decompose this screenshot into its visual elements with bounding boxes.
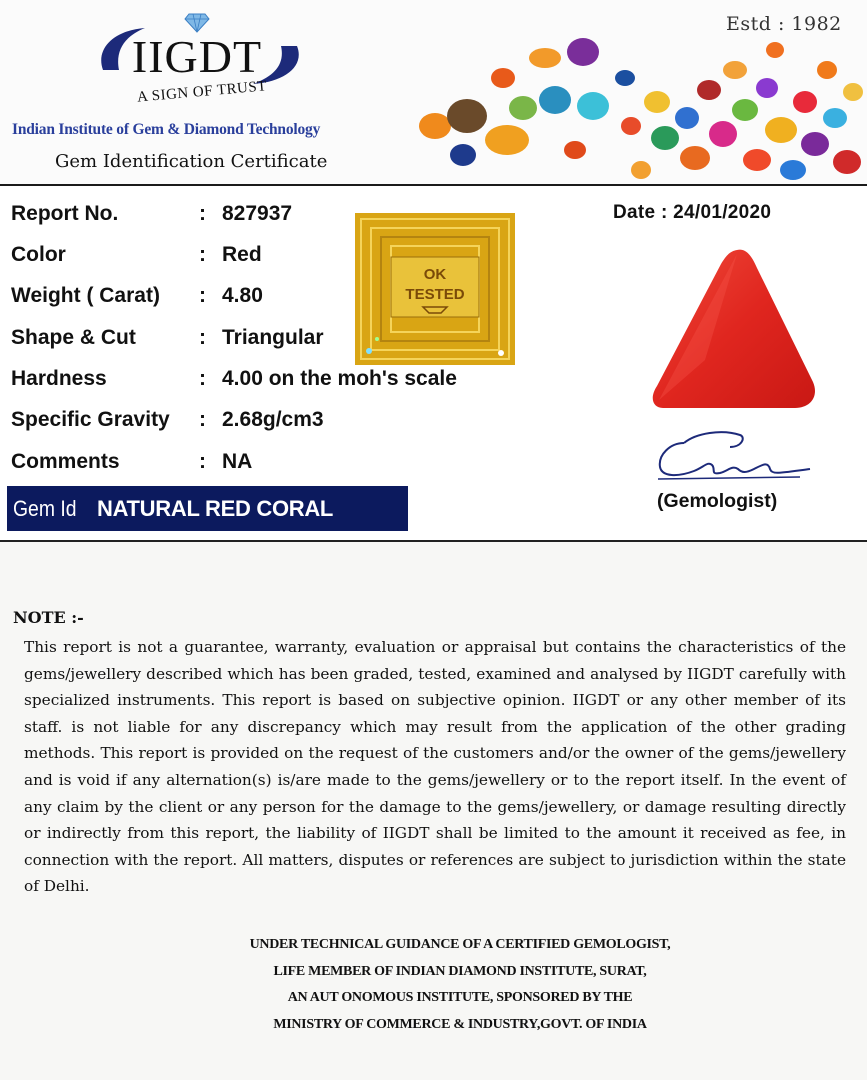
gem-id-bar [7, 486, 408, 531]
gemologist-label: (Gemologist) [657, 490, 778, 512]
field-value: NA [222, 450, 253, 473]
field-value: Red [222, 243, 262, 266]
guidance-line: MINISTRY OF COMMERCE & INDUSTRY,GOVT. OF INDIA [273, 1016, 647, 1032]
certificate-title: Gem Identification Certificate [55, 151, 328, 172]
field-colon: : [199, 326, 206, 349]
field-value: 4.00 on the moh's scale [222, 367, 457, 390]
field-value: 4.80 [222, 284, 263, 307]
tagline: A SIGN OF TRUST [136, 78, 268, 106]
field-colon: : [199, 408, 206, 431]
field-colon: : [199, 367, 206, 390]
guidance-line: AN AUT ONOMOUS INSTITUTE, SPONSORED BY THE [287, 990, 633, 1005]
seal-line2: TESTED [405, 286, 465, 303]
gemologist-signature [650, 425, 815, 485]
field-value: 827937 [222, 202, 293, 225]
field-colon: : [199, 202, 206, 225]
note-body: This report is not a guarantee, warranty, evaluation or appraisal but contains the characteristics of the gems/jewellery described which has been graded, tested, examined and analysed by IIGDT carefully with specialized instruments. This report is based on subjective opinion. IIGDT or any other member of its staff. is not liable for any discrepancy which may result from the application of the other grading methods. This report is provided on the request of the customers and/or the owner of the gems/jewellery and is void if any alternation(s) is/are made to the gems/jewellery or to the report itself. In the event of any claim by the client or any person for the damage to the gems/jewellery, or damage resulting directly or indirectly from this report, the liability of IIGDT shall be limited to the amount it received as fee, in connection with the report. All matters, disputes or references are subject to jurisdiction within the state of Delhi. [24, 638, 846, 896]
report-date: Date : 24/01/2020 [613, 202, 772, 223]
guidance-line: UNDER TECHNICAL GUIDANCE OF A CERTIFIED GEMOLOGIST, [249, 937, 671, 952]
seal-line1: OK [423, 266, 447, 283]
logo-text: IIGDT [131, 31, 263, 82]
gemstones-image [395, 30, 867, 188]
field-label: Shape & Cut [11, 326, 136, 349]
field-value: 2.68g/cm3 [222, 408, 324, 431]
field-label: Comments [11, 450, 120, 473]
established-year: Estd : 1982 [726, 13, 842, 35]
field-label: Specific Gravity [11, 408, 170, 431]
field-label: Report No. [11, 202, 119, 225]
institute-name: Indian Institute of Gem & Diamond Technology [12, 121, 321, 138]
field-colon: : [199, 450, 206, 473]
field-label: Hardness [11, 367, 107, 390]
gem-id-value: NATURAL RED CORAL [97, 496, 334, 521]
guidance-line: LIFE MEMBER OF INDIAN DIAMOND INSTITUTE, SURAT, [273, 963, 647, 979]
guidance-block [0, 932, 867, 1038]
certificate-header [0, 0, 867, 188]
field-colon: : [199, 284, 206, 307]
tested-hologram-seal [355, 213, 515, 365]
gem-id-label: Gem Id [13, 496, 77, 521]
field-label: Weight ( Carat) [11, 284, 160, 307]
field-colon: : [199, 243, 206, 266]
card-divider [0, 540, 867, 542]
field-label: Color [11, 243, 66, 266]
note-heading: NOTE :- [13, 608, 84, 627]
field-value: Triangular [222, 326, 324, 349]
red-coral-gem-image [645, 240, 825, 415]
